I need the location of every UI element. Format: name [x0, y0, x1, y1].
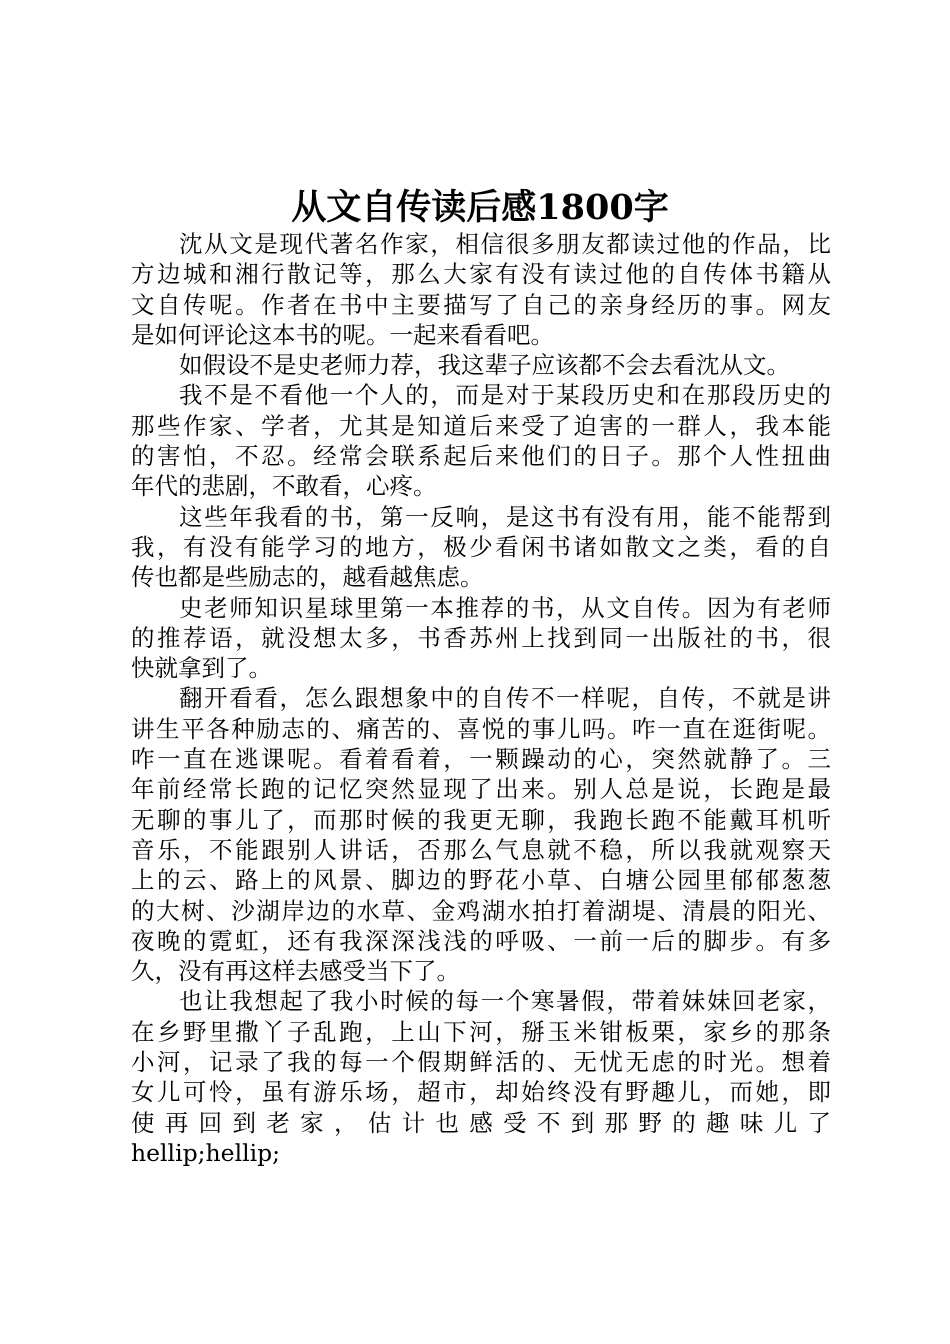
text-line: 史老师知识星球里第一本推荐的书，从文自传。因为有老师: [179, 593, 831, 622]
text-line: 音乐，不能跟别人讲话，否那么气息就不稳，所以我就观察天: [131, 835, 831, 864]
text-line: 年前经常长跑的记忆突然显现了出来。别人总是说，长跑是最: [131, 775, 831, 804]
document-body: [131, 229, 831, 1168]
text-line: 翻开看看，怎么跟想象中的自传不一样呢，自传，不就是讲: [179, 684, 831, 713]
paragraph: [131, 986, 831, 1168]
text-line: 小河，记录了我的每一个假期鲜活的、无忧无虑的时光。想着: [131, 1048, 831, 1077]
text-line: 那些作家、学者，尤其是知道后来受了迫害的一群人，我本能: [131, 411, 831, 440]
text-line: 在乡野里撒丫子乱跑，上山下河，掰玉米钳板栗，家乡的那条: [131, 1017, 831, 1046]
text-line: 方边城和湘行散记等，那么大家有没有读过他的自传体书籍从: [131, 260, 831, 289]
paragraph: [131, 593, 831, 684]
text-line: 夜晚的霓虹，还有我深深浅浅的呼吸、一前一后的脚步。有多: [131, 926, 831, 955]
text-line: 快就拿到了。: [131, 654, 272, 683]
text-line: 上的云、路上的风景、脚边的野花小草、白塘公园里郁郁葱葱: [131, 866, 831, 895]
text-line: 这些年我看的书，第一反响，是这书有没有用，能不能帮到: [179, 502, 831, 531]
text-line: 的大树、沙湖岸边的水草、金鸡湖水拍打着湖堤、清晨的阳光、: [131, 896, 831, 925]
text-line: 文自传呢。作者在书中主要描写了自己的亲身经历的事。网友: [131, 290, 831, 319]
text-line: 沈从文是现代著名作家，相信很多朋友都读过他的作品，比: [179, 230, 831, 258]
paragraph: [131, 683, 831, 986]
text-line: 女儿可怜，虽有游乐场，超市，却始终没有野趣儿，而她，即: [131, 1078, 831, 1107]
text-line: 久，没有再这样去感受当下了。: [131, 957, 460, 986]
paragraph: [131, 229, 831, 350]
text-line: 我不是不看他一个人的，而是对于某段历史和在那段历史的: [179, 381, 831, 410]
text-line: 的害怕，不忍。经常会联系起后来他们的日子。那个人性扭曲: [131, 442, 831, 471]
text-line: 传也都是些励志的，越看越焦虑。: [131, 563, 484, 592]
text-line: 使再回到老家，估计也感受不到那野的趣味儿了: [131, 1108, 831, 1137]
text-line: 是如何评论这本书的呢。一起来看看吧。: [131, 320, 554, 349]
paragraph: [131, 502, 831, 593]
text-line: 如假设不是史老师力荐，我这辈子应该都不会去看沈从文。: [179, 351, 790, 380]
text-line: 的推荐语，就没想太多，书香苏州上找到同一出版社的书，很: [131, 623, 831, 652]
text-line: hellip;hellip;: [131, 1138, 281, 1167]
text-line: 也让我想起了我小时候的每一个寒暑假，带着妹妹回老家，: [179, 987, 831, 1016]
paragraph: [131, 380, 831, 501]
document-title: 从文自传读后感1800字: [291, 187, 669, 228]
text-line: 讲生平各种励志的、痛苦的、喜悦的事儿吗。咋一直在逛街呢。: [131, 714, 831, 743]
paragraph: [131, 350, 831, 380]
text-line: 无聊的事儿了，而那时候的我更无聊，我跑长跑不能戴耳机听: [131, 805, 831, 834]
text-line: 年代的悲剧，不敢看，心疼。: [131, 472, 437, 501]
text-line: 咋一直在逃课呢。看着看着，一颗躁动的心，突然就静了。三: [131, 745, 831, 774]
text-line: 我，有没有能学习的地方，极少看闲书诸如散文之类，看的自: [131, 532, 831, 561]
